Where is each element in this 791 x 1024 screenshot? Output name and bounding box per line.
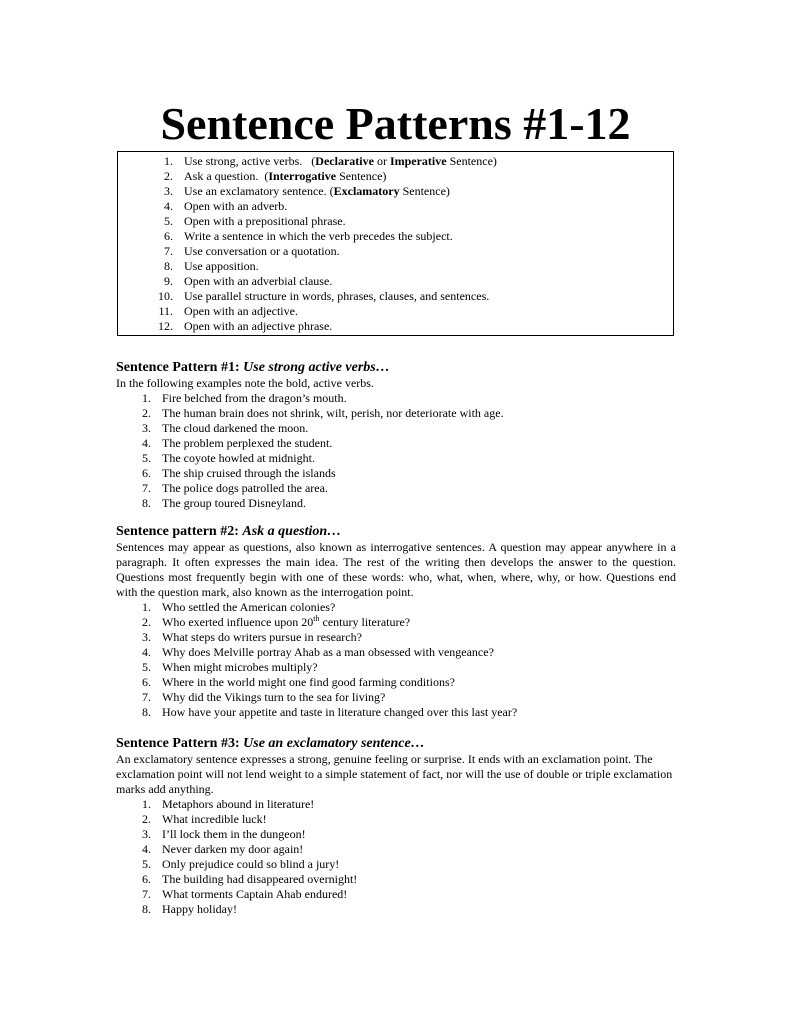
list-number: 3. bbox=[142, 827, 151, 841]
example-text bbox=[162, 421, 308, 436]
example-item bbox=[126, 660, 676, 675]
list-number: 7. bbox=[142, 887, 151, 901]
text-fragment: Why did the Vikings turn to the sea for living? bbox=[162, 690, 386, 704]
list-number: 12. bbox=[158, 319, 173, 333]
example-text bbox=[162, 797, 314, 812]
example-text bbox=[162, 436, 332, 451]
text-fragment: Sentence) bbox=[399, 184, 450, 198]
list-number: 6. bbox=[142, 466, 151, 480]
example-text bbox=[162, 600, 335, 615]
example-text bbox=[162, 645, 494, 660]
example-list bbox=[116, 600, 676, 720]
example-item bbox=[126, 690, 676, 705]
list-number: 9. bbox=[164, 274, 173, 288]
list-number: 2. bbox=[142, 812, 151, 826]
list-number: 8. bbox=[142, 496, 151, 510]
example-item bbox=[126, 797, 676, 812]
pattern-summary-item bbox=[148, 319, 497, 334]
text-fragment: Use conversation or a quotation. bbox=[184, 244, 340, 258]
example-item bbox=[126, 812, 676, 827]
text-fragment: Open with a prepositional phrase. bbox=[184, 214, 346, 228]
text-fragment: Open with an adverb. bbox=[184, 199, 288, 213]
pattern-summary-text bbox=[184, 244, 340, 259]
section-intro: In the following examples note the bold, active verbs. bbox=[116, 376, 374, 390]
list-number: 2. bbox=[142, 406, 151, 420]
example-list bbox=[116, 797, 676, 917]
text-fragment: Why does Melville portray Ahab as a man obsessed with vengeance? bbox=[162, 645, 494, 659]
pattern-summary-text bbox=[184, 229, 453, 244]
list-number: 1. bbox=[142, 600, 151, 614]
text-fragment: Sentence) bbox=[336, 169, 387, 183]
text-fragment: Open with an adverbial clause. bbox=[184, 274, 333, 288]
list-number: 5. bbox=[164, 214, 173, 228]
example-item bbox=[126, 902, 676, 917]
text-fragment: The cloud darkened the moon. bbox=[162, 421, 309, 435]
text-fragment: Where in the world might one find good farming conditions? bbox=[162, 675, 455, 689]
text-fragment: What torments Captain Ahab endured! bbox=[162, 887, 348, 901]
pattern-summary-list bbox=[148, 154, 497, 334]
pattern-summary-item bbox=[148, 274, 497, 289]
list-number: 3. bbox=[164, 184, 173, 198]
list-number: 5. bbox=[142, 660, 151, 674]
list-number: 1. bbox=[142, 797, 151, 811]
text-fragment: Use parallel structure in words, phrases, clauses, and sentences. bbox=[184, 289, 490, 303]
pattern-summary-text bbox=[184, 169, 386, 184]
list-number: 4. bbox=[164, 199, 173, 213]
text-fragment: The problem perplexed the student. bbox=[162, 436, 333, 450]
example-text bbox=[162, 660, 318, 675]
list-number: 6. bbox=[142, 675, 151, 689]
text-fragment: The coyote howled at midnight. bbox=[162, 451, 315, 465]
example-item bbox=[126, 615, 676, 630]
list-number: 5. bbox=[142, 857, 151, 871]
list-number: 4. bbox=[142, 645, 151, 659]
text-fragment: Ask a question. ( bbox=[184, 169, 269, 183]
text-fragment: Use apposition. bbox=[184, 259, 259, 273]
list-number: 7. bbox=[142, 481, 151, 495]
text-fragment: Metaphors abound in literature! bbox=[162, 797, 315, 811]
pattern-summary-text bbox=[184, 199, 287, 214]
sentence-type-label: Declarative bbox=[315, 154, 374, 168]
text-fragment: Open with an adjective. bbox=[184, 304, 298, 318]
example-text bbox=[162, 466, 336, 481]
example-item bbox=[126, 406, 676, 421]
text-fragment: century literature? bbox=[319, 615, 411, 629]
pattern-summary-item bbox=[148, 169, 497, 184]
list-number: 2. bbox=[164, 169, 173, 183]
section-pattern-3 bbox=[116, 735, 676, 917]
list-number: 8. bbox=[164, 259, 173, 273]
section-intro: Sentences may appear as questions, also known as interrogative sentences. A question may appear anywhere in a paragraph. It often expresses the main idea. The rest of the writing then develops the answer to the question. Questions most frequently begin with one of these words: who, what, when, where, why, or how. Questions end with the question mark, also known as the interrogation point. bbox=[116, 540, 676, 599]
example-text bbox=[162, 812, 267, 827]
text-fragment: The ship cruised through the islands bbox=[162, 466, 336, 480]
section-heading: Sentence Pattern #1: Use strong active verbs… bbox=[116, 360, 390, 375]
example-item bbox=[126, 842, 676, 857]
example-text bbox=[162, 872, 357, 887]
pattern-summary-text bbox=[184, 259, 259, 274]
list-number: 6. bbox=[164, 229, 173, 243]
pattern-summary-item bbox=[148, 199, 497, 214]
text-fragment: or bbox=[373, 154, 390, 168]
text-fragment: The police dogs patrolled the area. bbox=[162, 481, 328, 495]
example-text bbox=[162, 902, 237, 917]
text-fragment: What incredible luck! bbox=[162, 812, 267, 826]
example-item bbox=[126, 481, 676, 496]
section-heading: Sentence Pattern #3: Use an exclamatory sentence… bbox=[116, 736, 425, 751]
text-fragment: Use strong, active verbs. ( bbox=[184, 154, 316, 168]
pattern-summary-text bbox=[184, 304, 298, 319]
pattern-summary-item bbox=[148, 244, 497, 259]
example-text bbox=[162, 675, 455, 690]
sentence-type-label: Exclamatory bbox=[333, 184, 400, 198]
text-fragment: Open with an adjective phrase. bbox=[184, 319, 333, 333]
text-fragment: Write a sentence in which the verb precedes the subject. bbox=[184, 229, 453, 243]
list-number: 7. bbox=[142, 690, 151, 704]
text-fragment: The group toured Disneyland. bbox=[162, 496, 306, 510]
example-item bbox=[126, 496, 676, 511]
list-number: 1. bbox=[142, 391, 151, 405]
pattern-summary-item bbox=[148, 229, 497, 244]
text-fragment: How have your appetite and taste in literature changed over this last year? bbox=[162, 705, 518, 719]
text-fragment: The human brain does not shrink, wilt, perish, nor deteriorate with age. bbox=[162, 406, 504, 420]
text-fragment: Who exerted influence upon 20 bbox=[162, 615, 314, 629]
example-text bbox=[162, 406, 504, 421]
text-fragment: When might microbes multiply? bbox=[162, 660, 318, 674]
example-item bbox=[126, 645, 676, 660]
pattern-summary-text bbox=[184, 274, 332, 289]
list-number: 4. bbox=[142, 436, 151, 450]
example-text bbox=[162, 887, 347, 902]
example-item bbox=[126, 705, 676, 720]
example-item bbox=[126, 827, 676, 842]
example-text bbox=[162, 842, 303, 857]
pattern-summary-box bbox=[117, 151, 674, 336]
list-number: 10. bbox=[158, 289, 173, 303]
text-fragment: Fire belched from the dragon’s mouth. bbox=[162, 391, 347, 405]
example-text bbox=[162, 481, 328, 496]
pattern-summary-item bbox=[148, 154, 497, 169]
section-intro: An exclamatory sentence expresses a strong, genuine feeling or surprise. It ends with an exclamation point. The exclamation point will not lend weight to a simple statement of fact, nor will the use of double or triple exclamation marks add anything. bbox=[116, 752, 673, 796]
pattern-summary-item bbox=[148, 259, 497, 274]
example-item bbox=[126, 872, 676, 887]
list-number: 8. bbox=[142, 902, 151, 916]
list-number: 6. bbox=[142, 872, 151, 886]
example-item bbox=[126, 436, 676, 451]
example-text bbox=[162, 630, 362, 645]
pattern-summary-item bbox=[148, 214, 497, 229]
pattern-summary-text bbox=[184, 184, 450, 199]
list-number: 7. bbox=[164, 244, 173, 258]
text-fragment: Never darken my door again! bbox=[162, 842, 304, 856]
text-fragment: The building had disappeared overnight! bbox=[162, 872, 358, 886]
pattern-summary-item bbox=[148, 184, 497, 199]
text-fragment: Only prejudice could so blind a jury! bbox=[162, 857, 340, 871]
section-pattern-1 bbox=[116, 359, 676, 511]
example-text bbox=[162, 496, 306, 511]
text-fragment: Use an exclamatory sentence. ( bbox=[184, 184, 334, 198]
pattern-summary-item bbox=[148, 304, 497, 319]
example-text bbox=[162, 705, 517, 720]
text-fragment: Happy holiday! bbox=[162, 902, 237, 916]
example-text bbox=[162, 690, 385, 705]
sentence-type-label: Imperative bbox=[389, 154, 447, 168]
example-item bbox=[126, 391, 676, 406]
pattern-summary-text bbox=[184, 289, 489, 304]
example-item bbox=[126, 630, 676, 645]
list-number: 4. bbox=[142, 842, 151, 856]
list-number: 1. bbox=[164, 154, 173, 168]
list-number: 2. bbox=[142, 615, 151, 629]
ordinal-suffix: th bbox=[313, 614, 320, 623]
example-text bbox=[162, 391, 347, 406]
pattern-summary-text bbox=[184, 154, 497, 169]
example-text bbox=[162, 827, 306, 842]
example-item bbox=[126, 675, 676, 690]
sentence-type-label: Interrogative bbox=[268, 169, 337, 183]
pattern-summary-item bbox=[148, 289, 497, 304]
example-text bbox=[162, 451, 315, 466]
example-item bbox=[126, 887, 676, 902]
text-fragment: Sentence) bbox=[446, 154, 497, 168]
example-text bbox=[162, 857, 339, 872]
list-number: 11. bbox=[158, 304, 173, 318]
example-item bbox=[126, 421, 676, 436]
example-item bbox=[126, 857, 676, 872]
example-item bbox=[126, 600, 676, 615]
list-number: 3. bbox=[142, 421, 151, 435]
example-text bbox=[162, 615, 410, 630]
section-pattern-2 bbox=[116, 523, 676, 720]
example-item bbox=[126, 451, 676, 466]
example-list bbox=[116, 391, 676, 511]
list-number: 8. bbox=[142, 705, 151, 719]
text-fragment: I’ll lock them in the dungeon! bbox=[162, 827, 306, 841]
text-fragment: Who settled the American colonies? bbox=[162, 600, 336, 614]
pattern-summary-text bbox=[184, 214, 346, 229]
text-fragment: What steps do writers pursue in research? bbox=[162, 630, 362, 644]
list-number: 3. bbox=[142, 630, 151, 644]
example-item bbox=[126, 466, 676, 481]
section-heading: Sentence pattern #2: Ask a question… bbox=[116, 524, 342, 539]
pattern-summary-text bbox=[184, 319, 332, 334]
page-title: Sentence Patterns #1-12 bbox=[160, 98, 631, 149]
list-number: 5. bbox=[142, 451, 151, 465]
